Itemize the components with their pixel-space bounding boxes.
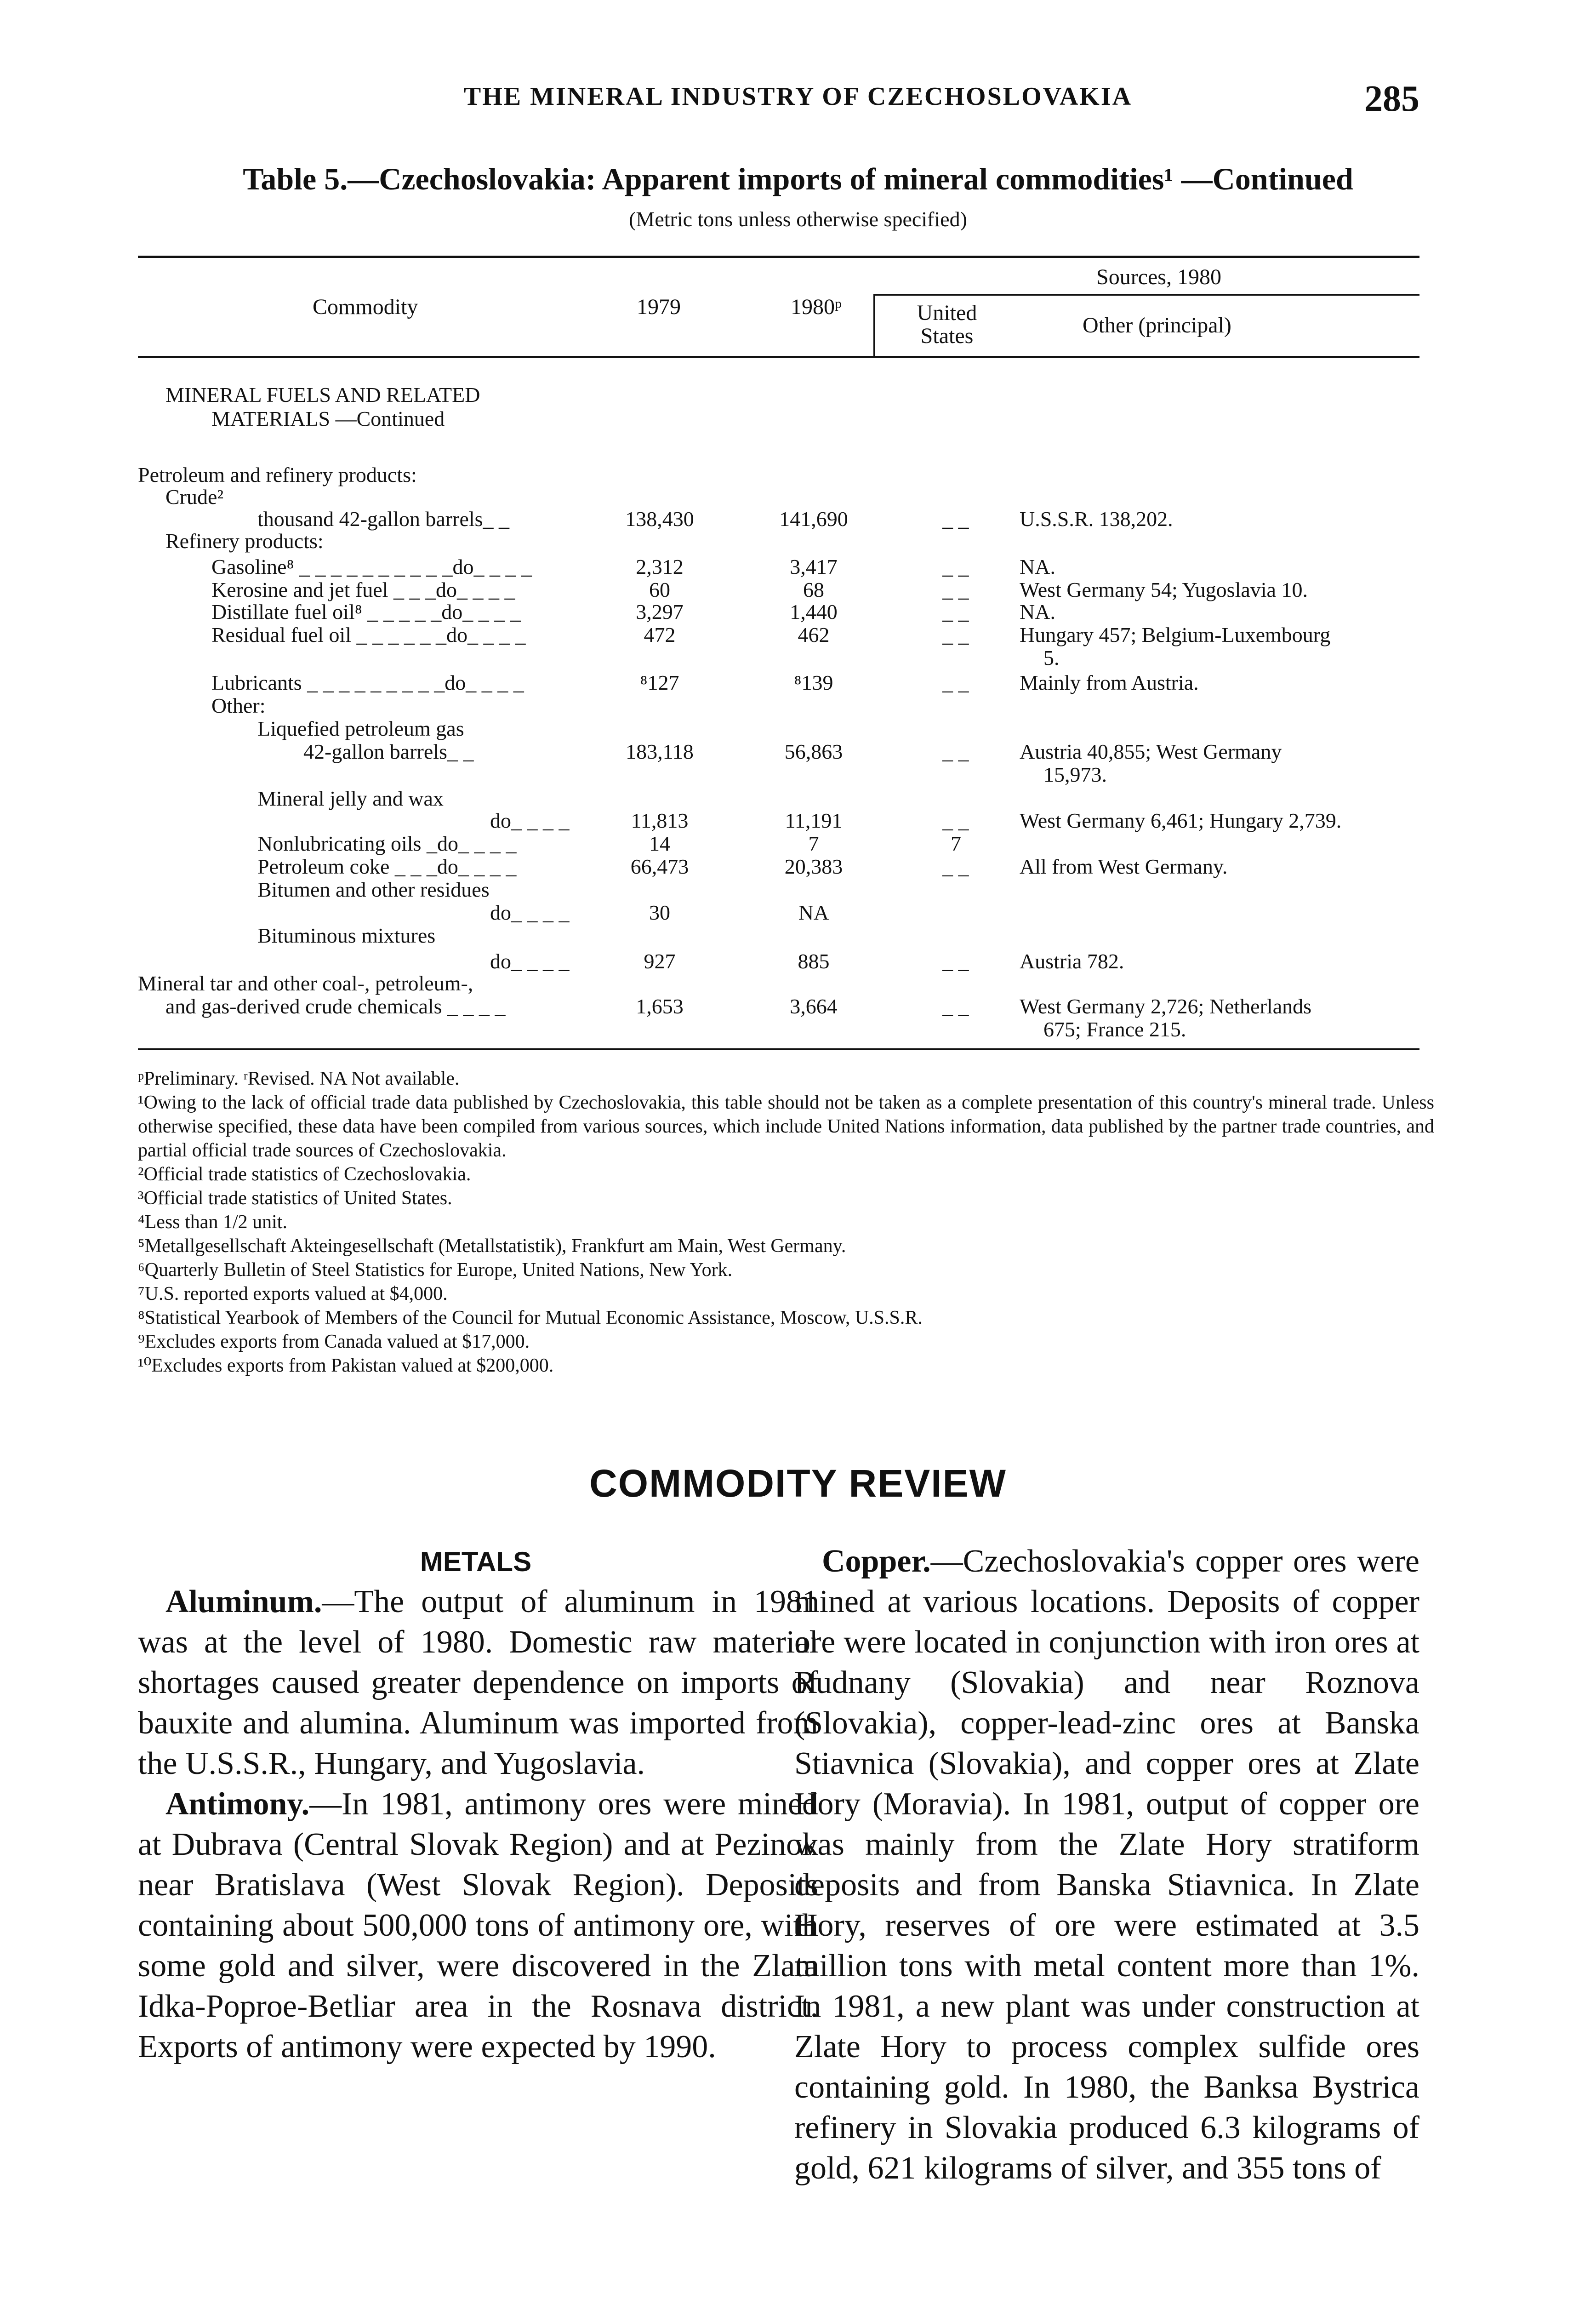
- table-row-label: Lubricants _ _ _ _ _ _ _ _ _do_ _ _ _: [211, 671, 524, 694]
- table-row-label: Gasoline⁸ _ _ _ _ _ _ _ _ _ _do_ _ _ _: [211, 555, 532, 578]
- footnote: ¹Owing to the lack of official trade data published by Czechoslovakia, this table should not be taken as a complete presentation of this country's mineral trade. Unless otherwise specified, these data have been compiled from various sources, which include United Nations information, data published by the partner trade countries, and partial official trade sources of Czechoslovakia.: [138, 1092, 1434, 1161]
- table-row-label: thousand 42-gallon barrels_ _: [257, 507, 510, 531]
- footnote: ⁹Excludes exports from Canada valued at $17,000.: [138, 1331, 530, 1352]
- table-cell-1980: 141,690: [779, 507, 848, 531]
- table-cell-other: U.S.S.R. 138,202.: [1020, 507, 1173, 531]
- table-row-label: Distillate fuel oil⁸ _ _ _ _ _do_ _ _ _: [211, 600, 521, 623]
- copper-text: —Czechoslovakia's copper ores were mined at various locations. Deposits of copper ore were located in conjunction with iron ores at Rudnany (Slovakia) and near Roznova (Slovakia), copper-lead-zinc ores at Banska Stiavnica (Slovakia), and copper ores at Zlate Hory (Moravia). In 1981, output of copper ore was mainly from the Zlate Hory stratiform deposits and from Banska Stiavnica. In Zlate Hory, reserves of ore were estimated at 3.5 million tons with metal content more than 1%. In 1981, a new plant was under construction at Zlate Hory to process complex sulfide ores containing gold. In 1980, the Banksa Bystrica refinery in Slovakia produced 6.3 kilograms of gold, 621 kilograms of silver, and 355 tons of: [794, 1544, 1419, 2186]
- sources-underline: [873, 294, 1419, 296]
- footnote: ⁸Statistical Yearbook of Members of the Council for Mutual Economic Assistance, Moscow, U.S.S.R.: [138, 1307, 923, 1328]
- table-cell-other: NA.: [1020, 600, 1055, 623]
- table-cell-1980: ⁸139: [794, 671, 833, 694]
- table-cell-1979: 30: [649, 901, 670, 924]
- table-cell-us: _ _: [942, 949, 969, 973]
- table-cell-us: _ _: [942, 995, 969, 1018]
- table-row-label: Bituminous mixtures: [257, 924, 436, 947]
- table-cell-other: Austria 40,855; West Germany: [1020, 740, 1282, 763]
- footnote: ⁶Quarterly Bulletin of Steel Statistics for Europe, United Nations, New York.: [138, 1259, 733, 1281]
- table-cell-1979: ⁸127: [640, 671, 679, 694]
- table-row-label: Mineral jelly and wax: [257, 787, 444, 810]
- right-column: [794, 1541, 1419, 2189]
- table-cell-1979: 927: [644, 949, 676, 973]
- footnote: ³Official trade statistics of United States.: [138, 1188, 452, 1209]
- col-header-1980: 1980ᵖ: [791, 295, 842, 319]
- table-row-label: Kerosine and jet fuel _ _ _do_ _ _ _: [211, 578, 515, 601]
- table-cell-1979: 183,118: [626, 740, 694, 763]
- us-column-divider: [873, 295, 875, 356]
- table-cell-other: Mainly from Austria.: [1020, 671, 1199, 694]
- table-cell-other: NA.: [1020, 555, 1055, 578]
- table-subtitle: (Metric tons unless otherwise specified): [629, 207, 967, 231]
- antimony-paragraph: [138, 1784, 818, 2067]
- table-cell-other: 15,973.: [1043, 763, 1107, 786]
- left-column: [138, 1582, 818, 2067]
- table-row-label: do_ _ _ _: [490, 809, 570, 832]
- table-row-label: do_ _ _ _: [490, 901, 570, 924]
- antimony-text: —In 1981, antimony ores were mined at Dubrava (Central Slovak Region) and at Pezinok near Bratislava (West Slovak Region). Deposits containing about 500,000 tons of antimony ore, with some gold and silver, were discovered in the Zlata Idka-Poproe-Betliar area in the Rosnava district. Exports of antimony were expected by 1990.: [138, 1786, 818, 2065]
- table-row-label: Nonlubricating oils _do_ _ _ _: [257, 832, 517, 855]
- table-cell-1980: 462: [798, 623, 830, 646]
- table-cell-us: _ _: [942, 507, 969, 531]
- copper-heading: Copper.: [822, 1544, 931, 1579]
- table-row-label: Liquefied petroleum gas: [257, 717, 464, 740]
- table-cell-1979: 1,653: [636, 995, 684, 1018]
- footnote: ²Official trade statistics of Czechoslovakia.: [138, 1164, 471, 1185]
- header-bottom-rule: [138, 356, 1419, 358]
- table-cell-other: Austria 782.: [1020, 949, 1124, 973]
- table-cell-1980: 11,191: [785, 809, 843, 832]
- table-cell-other: All from West Germany.: [1020, 855, 1228, 878]
- aluminum-paragraph: [138, 1582, 818, 1784]
- table-cell-other: West Germany 6,461; Hungary 2,739.: [1020, 809, 1342, 832]
- running-head: THE MINERAL INDUSTRY OF CZECHOSLOVAKIA: [463, 82, 1133, 111]
- table-row-label: and gas-derived crude chemicals _ _ _ _: [165, 995, 506, 1018]
- table-row-label: Crude²: [165, 485, 224, 509]
- table-row-label: Refinery products:: [165, 529, 324, 553]
- table-cell-other: Hungary 457; Belgium-Luxembourg: [1020, 623, 1331, 646]
- footnote: ⁷U.S. reported exports valued at $4,000.: [138, 1283, 448, 1304]
- table-cell-1979: 3,297: [636, 600, 684, 623]
- footnote: ᵖPreliminary. ʳRevised. NA Not available.: [138, 1068, 460, 1089]
- table-cell-1980: 885: [798, 949, 830, 973]
- table-cell-us: _ _: [942, 671, 969, 694]
- table-title: Table 5.—Czechoslovakia: Apparent imports of mineral commodities¹ —Continued: [243, 161, 1353, 196]
- table-row-label: Residual fuel oil _ _ _ _ _ _do_ _ _ _: [211, 623, 526, 646]
- table-row-label: MINERAL FUELS AND RELATED: [165, 383, 480, 406]
- table-cell-1979: 60: [649, 578, 670, 601]
- table-row-label: Mineral tar and other coal-, petroleum-,: [138, 972, 473, 995]
- table-row-label: Petroleum and refinery products:: [138, 463, 417, 486]
- col-header-other: Other (principal): [1083, 313, 1231, 337]
- table-cell-us: 7: [951, 832, 961, 855]
- table-row-label: 42-gallon barrels_ _: [303, 740, 474, 763]
- table-cell-1980: 3,664: [790, 995, 838, 1018]
- footnotes: [138, 1067, 1434, 1378]
- table-top-rule: [138, 256, 1419, 258]
- table-cell-1980: 1,440: [790, 600, 838, 623]
- table-cell-other: West Germany 2,726; Netherlands: [1020, 995, 1312, 1018]
- col-header-1979: 1979: [637, 295, 681, 319]
- aluminum-text: —The output of aluminum in 1981 was at the level of 1980. Domestic raw material shortages caused greater dependence on imports of bauxite and alumina. Aluminum was imported from the U.S.S.R., Hungary, and Yugoslavia.: [138, 1584, 818, 1781]
- table-cell-other: 5.: [1043, 646, 1060, 669]
- table-cell-1980: 7: [808, 832, 819, 855]
- table-cell-1979: 472: [644, 623, 676, 646]
- footnote: ¹⁰Excludes exports from Pakistan valued at $200,000.: [138, 1355, 554, 1376]
- table-row-label: Other:: [211, 694, 266, 717]
- table-cell-us: _ _: [942, 600, 969, 623]
- metals-heading: METALS: [420, 1546, 532, 1577]
- table-row-label: Bitumen and other residues: [257, 878, 490, 901]
- footnote: ⁵Metallgesellschaft Akteingesellschaft (Metallstatistik), Frankfurt am Main, West Germany.: [138, 1235, 846, 1257]
- table-cell-1979: 2,312: [636, 555, 684, 578]
- table-cell-us: _ _: [942, 555, 969, 578]
- table-cell-1980: 20,383: [784, 855, 843, 878]
- table-cell-us: _ _: [942, 578, 969, 601]
- table-cell-1979: 66,473: [630, 855, 689, 878]
- table-cell-1980: 56,863: [784, 740, 843, 763]
- col-header-commodity: Commodity: [313, 295, 418, 319]
- col-header-sources: Sources, 1980: [1096, 265, 1221, 289]
- antimony-heading: Antimony.: [165, 1786, 310, 1822]
- table-cell-us: _ _: [942, 855, 969, 878]
- table-cell-1980: 3,417: [790, 555, 838, 578]
- section-title: COMMODITY REVIEW: [589, 1462, 1007, 1505]
- aluminum-heading: Aluminum.: [165, 1584, 322, 1619]
- table-row-label: do_ _ _ _: [490, 949, 570, 973]
- table-cell-1979: 11,813: [631, 809, 689, 832]
- table-row-label: MATERIALS —Continued: [211, 407, 445, 430]
- table-cell-1979: 14: [649, 832, 670, 855]
- table-cell-us: _ _: [942, 623, 969, 646]
- table-cell-1980: NA: [798, 901, 829, 924]
- table-cell-1980: 68: [803, 578, 824, 601]
- table-cell-us: _ _: [942, 809, 969, 832]
- table-bottom-rule: [138, 1048, 1419, 1050]
- table-cell-us: _ _: [942, 740, 969, 763]
- col-header-us: United States: [917, 301, 977, 348]
- copper-paragraph: [794, 1541, 1419, 2189]
- footnote: ⁴Less than 1/2 unit.: [138, 1212, 287, 1233]
- table-cell-other: 675; France 215.: [1043, 1018, 1186, 1041]
- page-number: 285: [1364, 79, 1419, 119]
- table-row-label: Petroleum coke _ _ _do_ _ _ _: [257, 855, 517, 878]
- table-cell-1979: 138,430: [625, 507, 694, 531]
- table-cell-other: West Germany 54; Yugoslavia 10.: [1020, 578, 1308, 601]
